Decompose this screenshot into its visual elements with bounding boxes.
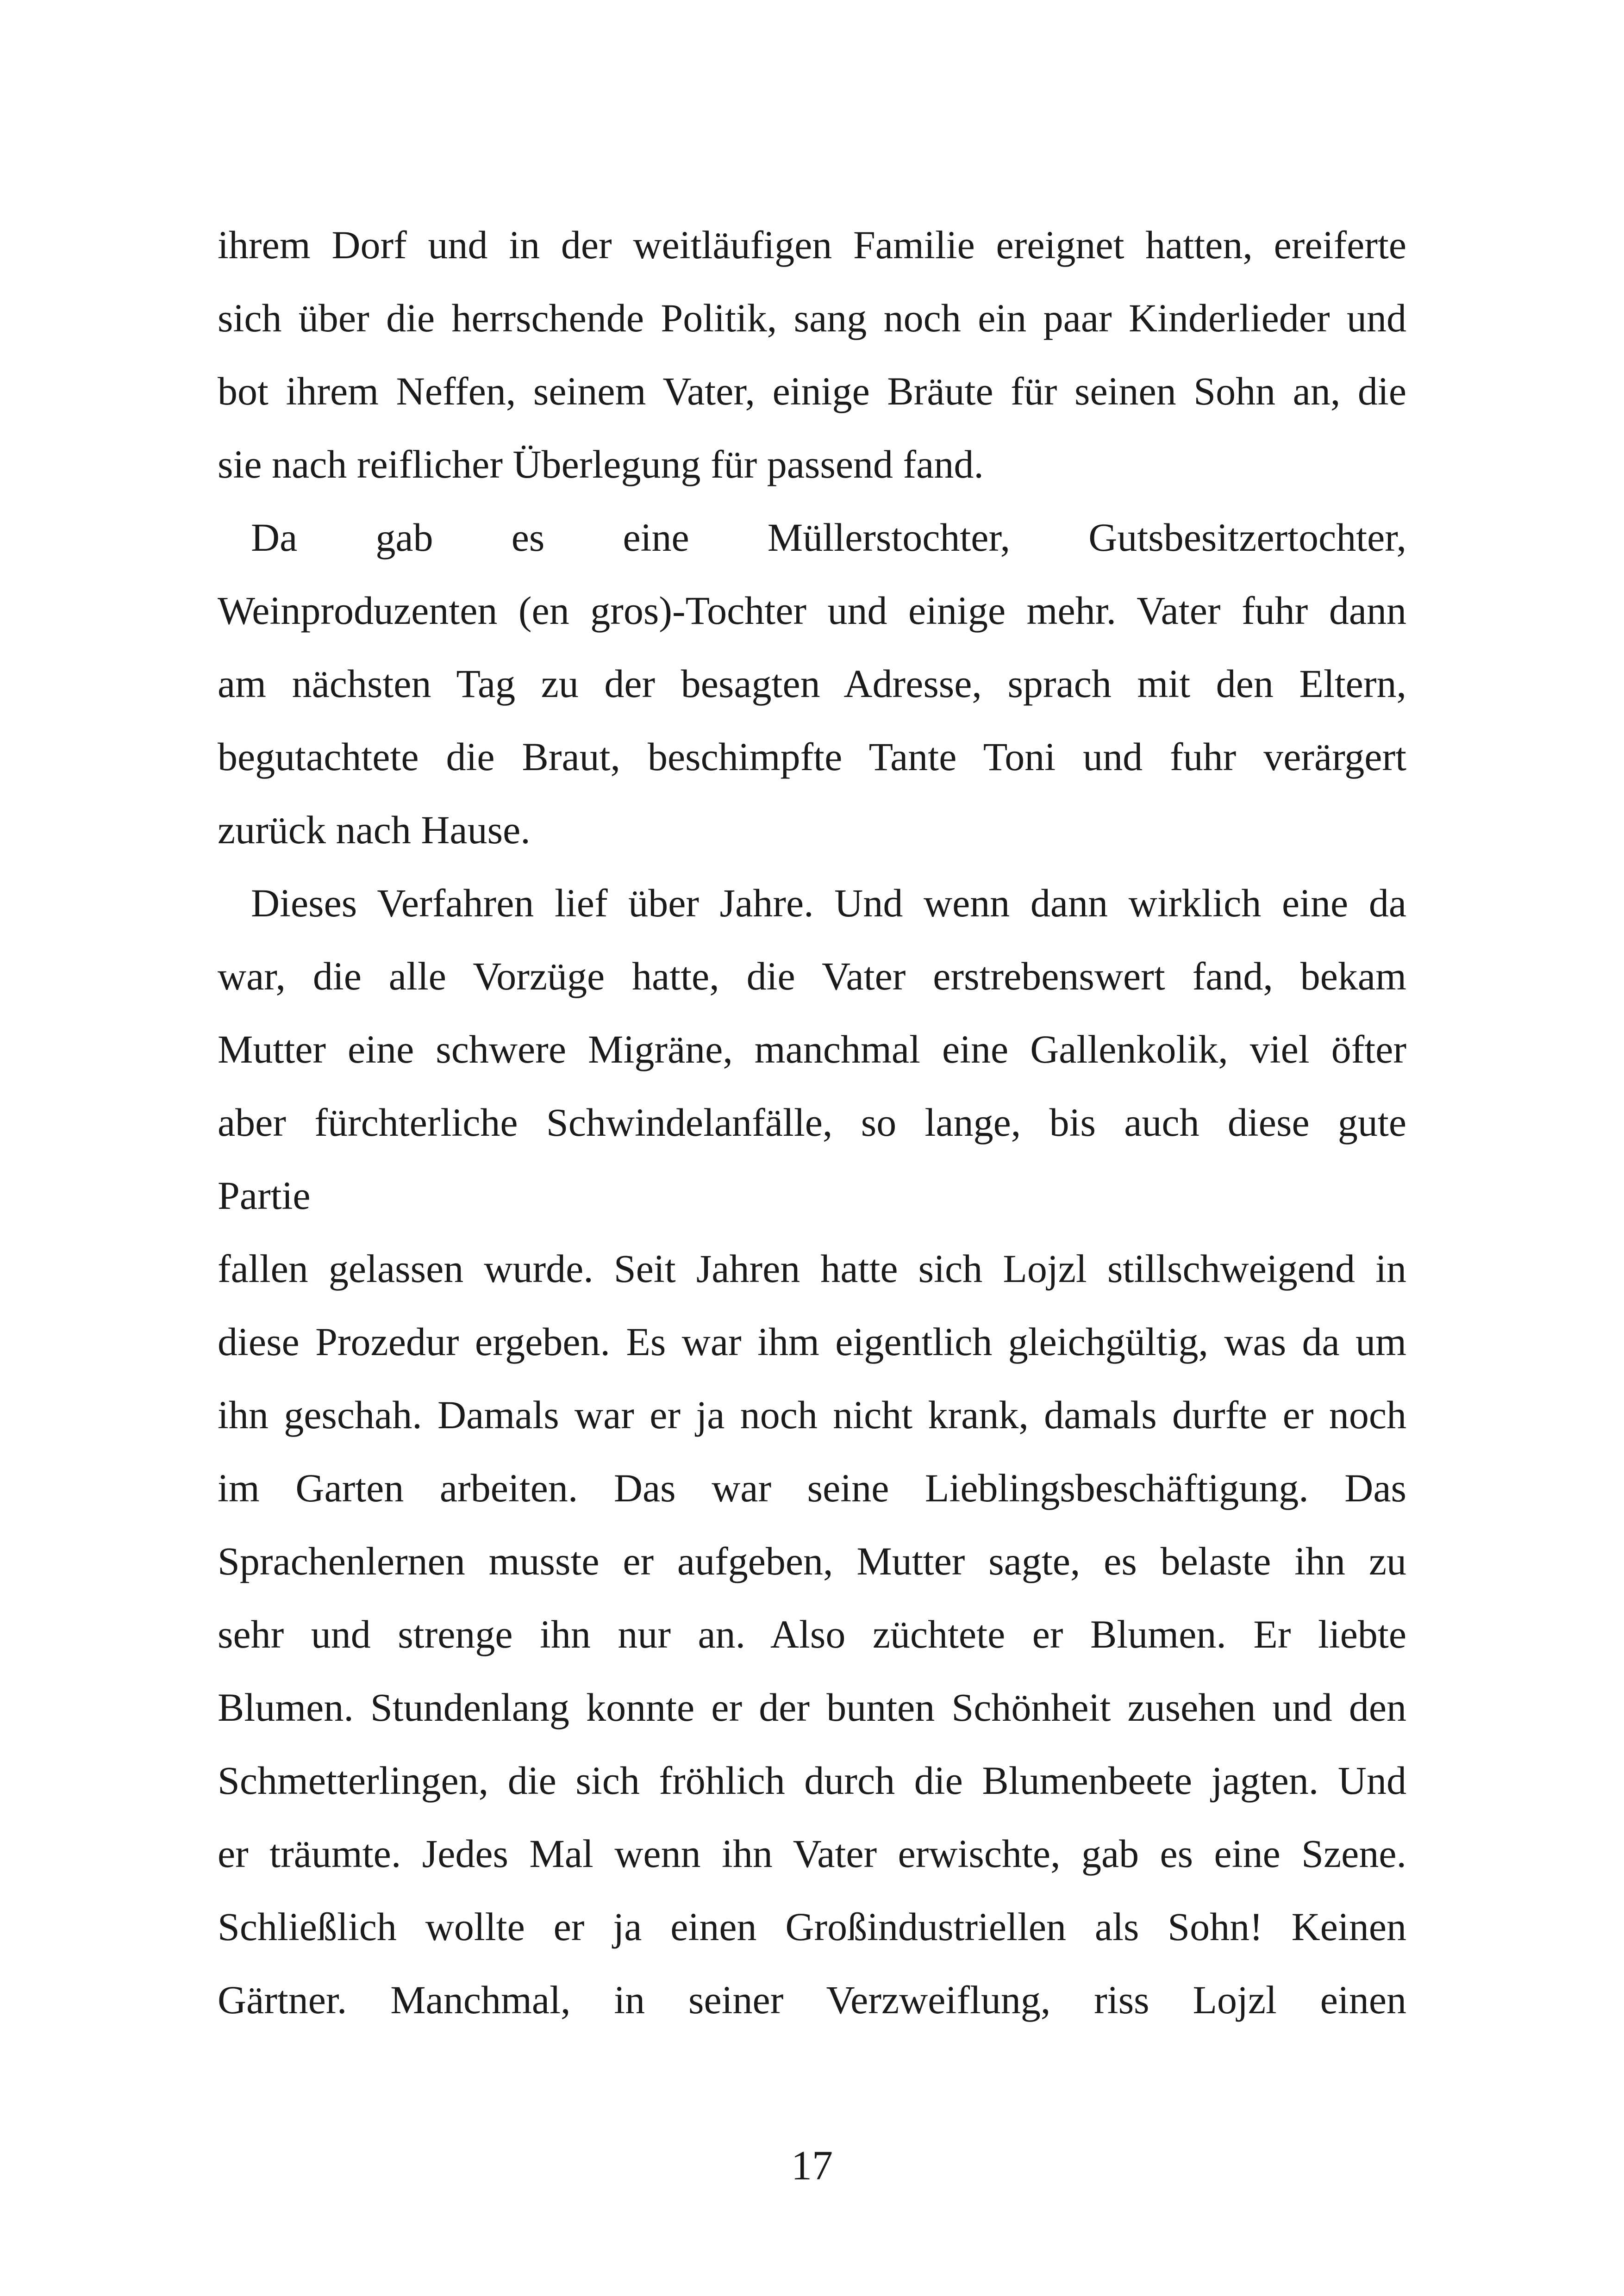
text-line: sie nach reiflicher Überlegung für passend fand. [218, 442, 984, 486]
text-line: ihn geschah. Damals war er ja noch nicht krank, damals durfte er noch [218, 1393, 1406, 1437]
page-number: 17 [791, 2143, 833, 2189]
text-line: Weinproduzenten (en gros)-Tochter und einige mehr. Vater fuhr dann [218, 588, 1406, 633]
text-line: am nächsten Tag zu der besagten Adresse, sprach mit den Eltern, [218, 661, 1406, 706]
text-line: Schließlich wollte er ja einen Großindustriellen als Sohn! Keinen [218, 1904, 1406, 1949]
paragraph-start-line: Da gab es eine Müllerstochter, Gutsbesitzertochter, [251, 515, 1406, 560]
text-line: Schmetterlingen, die sich fröhlich durch die Blumenbeete jagten. Und [218, 1758, 1406, 1803]
text-line: Partie [218, 1173, 311, 1218]
text-line: sich über die herrschende Politik, sang noch ein paar Kinderlieder und [218, 296, 1406, 340]
body-text [218, 208, 1406, 2036]
text-line: war, die alle Vorzüge hatte, die Vater erstrebenswert fand, bekam [218, 954, 1406, 998]
paragraph-start-line: Dieses Verfahren lief über Jahre. Und wenn dann wirklich eine da [251, 881, 1406, 925]
text-line: aber fürchterliche Schwindelanfälle, so lange, bis auch diese gute [218, 1100, 1406, 1145]
text-line: Mutter eine schwere Migräne, manchmal eine Gallenkolik, viel öfter [218, 1027, 1406, 1071]
text-line: Gärtner. Manchmal, in seiner Verzweiflung, riss Lojzl einen [218, 1978, 1406, 2022]
text-line: er träumte. Jedes Mal wenn ihn Vater erwischte, gab es eine Szene. [218, 1831, 1406, 1876]
text-line: sehr und strenge ihn nur an. Also züchtete er Blumen. Er liebte [218, 1612, 1406, 1656]
text-line: Sprachenlernen musste er aufgeben, Mutter sagte, es belaste ihn zu [218, 1539, 1406, 1583]
text-line: diese Prozedur ergeben. Es war ihm eigentlich gleichgültig, was da um [218, 1319, 1406, 1364]
text-line: begutachtete die Braut, beschimpfte Tante Toni und fuhr verärgert [218, 734, 1406, 779]
text-line: bot ihrem Neffen, seinem Vater, einige Bräute für seinen Sohn an, die [218, 369, 1406, 413]
text-line: im Garten arbeiten. Das war seine Lieblingsbeschäftigung. Das [218, 1466, 1406, 1510]
text-line: Blumen. Stundenlang konnte er der bunten Schönheit zusehen und den [218, 1685, 1406, 1730]
text-line: ihrem Dorf und in der weitläufigen Familie ereignet hatten, ereiferte [218, 223, 1406, 267]
text-line: fallen gelassen wurde. Seit Jahren hatte sich Lojzl stillschweigend in [218, 1246, 1406, 1291]
text-line: zurück nach Hause. [218, 808, 531, 852]
